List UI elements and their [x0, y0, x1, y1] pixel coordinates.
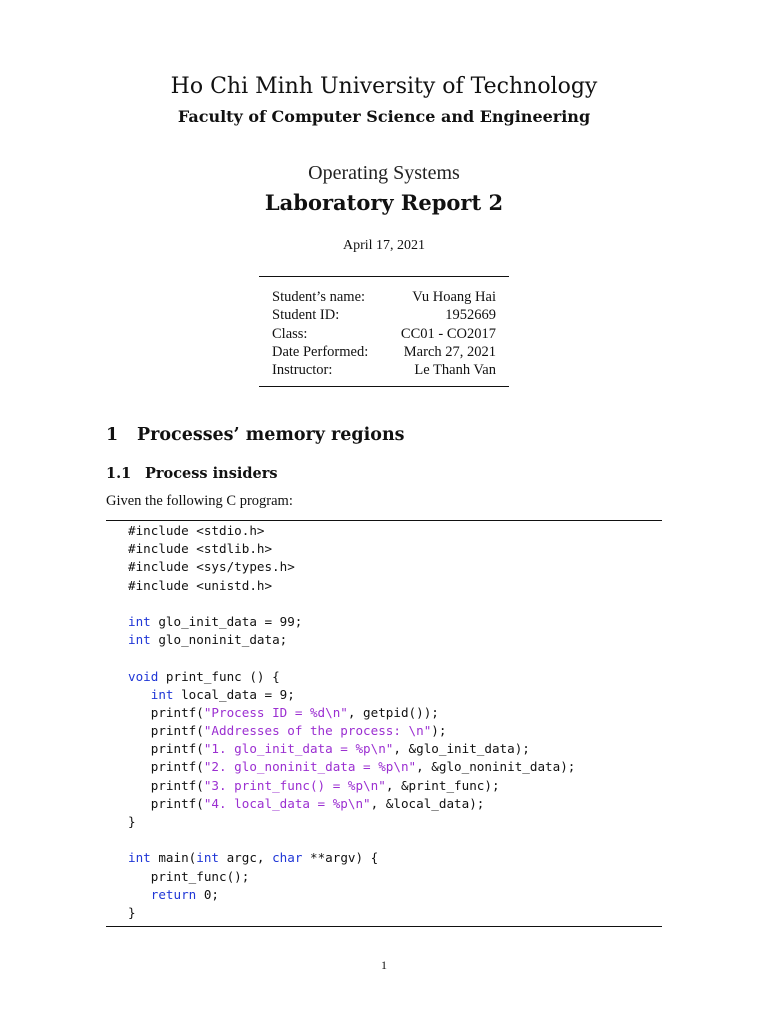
code-text: printf(	[128, 777, 204, 793]
code-keyword: int	[128, 613, 151, 629]
code-line	[128, 904, 575, 922]
info-bottom-rule	[259, 386, 509, 387]
code-text: glo_noninit_data;	[150, 632, 288, 648]
code-string: "4. local_data = %p\n"	[203, 795, 371, 811]
info-row	[272, 361, 496, 379]
code-line	[128, 813, 575, 831]
code-top-rule	[106, 520, 662, 521]
code-text: **argv) {	[302, 850, 379, 866]
code-text: #include <stdio.h>	[128, 523, 265, 538]
code-text: , getpid());	[347, 704, 439, 720]
code-line	[128, 740, 575, 758]
code-text: , &local_data);	[370, 795, 485, 811]
info-label: Student ID:	[272, 307, 340, 324]
info-row	[272, 306, 496, 324]
code-line	[128, 595, 575, 613]
code-text: printf(	[128, 723, 204, 739]
info-label: Date Performed:	[272, 343, 369, 360]
code-text: argc,	[219, 850, 273, 866]
code-bottom-rule	[106, 926, 662, 927]
intro-paragraph: Given the following C program:	[106, 493, 293, 509]
info-row	[272, 288, 496, 306]
code-text: , &glo_init_data);	[393, 741, 530, 757]
section-number: 1	[106, 425, 119, 445]
code-line	[128, 522, 575, 540]
code-string: "3. print_func() = %p\n"	[203, 777, 386, 793]
info-label: Class:	[272, 325, 308, 342]
code-text: #include <stdlib.h>	[128, 541, 273, 557]
code-text: main(	[150, 850, 197, 866]
info-table	[272, 288, 496, 379]
code-text: printf(	[128, 759, 204, 775]
code-text: print_func () {	[158, 668, 280, 684]
code-line	[128, 631, 575, 649]
code-keyword: char	[272, 850, 303, 866]
code-line	[128, 795, 575, 813]
code-text	[128, 687, 151, 702]
info-label: Student’s name:	[272, 289, 366, 305]
subsection-heading	[106, 465, 278, 482]
section-heading	[106, 425, 405, 445]
info-row	[272, 325, 496, 343]
code-line	[128, 668, 575, 686]
code-line	[128, 704, 575, 722]
code-line	[128, 868, 575, 886]
code-line	[128, 577, 575, 595]
code-line	[128, 758, 575, 776]
code-string: "1. glo_init_data = %p\n"	[203, 741, 394, 757]
info-row	[272, 343, 496, 361]
code-text: , &glo_noninit_data);	[416, 759, 576, 775]
code-text: #include <unistd.h>	[128, 577, 273, 593]
code-text: );	[431, 723, 447, 739]
code-text: 0;	[196, 886, 219, 902]
section-title: Processes’ memory regions	[137, 425, 405, 445]
page-number: 1	[381, 958, 387, 972]
code-text: print_func();	[128, 868, 250, 884]
code-text: #include <sys/types.h>	[128, 559, 295, 575]
code-text: printf(	[128, 704, 204, 720]
code-string: "Process ID = %d\n"	[203, 704, 348, 720]
code-text: printf(	[128, 795, 204, 811]
code-string: "Addresses of the process: \n"	[203, 723, 432, 739]
info-value: Le Thanh Van	[414, 362, 496, 379]
code-string: "2. glo_noninit_data = %p\n"	[203, 759, 417, 775]
info-label: Instructor:	[272, 362, 333, 379]
code-text: , &print_func);	[385, 777, 500, 793]
info-value: March 27, 2021	[403, 343, 496, 360]
info-value: Vu Hoang Hai	[412, 289, 496, 305]
code-keyword: int	[128, 850, 151, 866]
code-keyword: void	[128, 668, 159, 684]
code-line	[128, 886, 575, 904]
code-keyword: int	[128, 632, 151, 648]
code-keyword: return	[150, 886, 197, 902]
info-value: 1952669	[445, 307, 496, 324]
code-text: local_data = 9;	[173, 686, 295, 702]
code-text: }	[128, 904, 136, 920]
code-keyword: int	[150, 686, 174, 702]
code-line	[128, 849, 575, 867]
university-name: Ho Chi Minh University of Technology	[170, 74, 598, 99]
code-text: glo_init_data = 99;	[150, 613, 303, 629]
code-line	[128, 831, 575, 849]
code-line	[128, 613, 575, 631]
code-line	[128, 722, 575, 740]
code-line	[128, 649, 575, 667]
code-line	[128, 540, 575, 558]
subsection-title: Process insiders	[145, 465, 278, 482]
code-text: }	[128, 814, 136, 829]
info-value: CC01 - CO2017	[400, 325, 496, 342]
report-date: April 17, 2021	[342, 238, 426, 253]
code-line	[128, 558, 575, 576]
code-text	[128, 887, 151, 902]
code-line	[128, 686, 575, 704]
code-line	[128, 777, 575, 795]
info-top-rule	[259, 276, 509, 277]
code-listing	[128, 522, 575, 922]
subsection-number: 1.1	[106, 465, 132, 482]
code-keyword: int	[196, 850, 219, 866]
faculty-name: Faculty of Computer Science and Engineering	[177, 107, 591, 126]
report-title: Laboratory Report 2	[264, 190, 504, 215]
course-name: Operating Systems	[308, 162, 460, 184]
code-text: printf(	[128, 741, 204, 757]
